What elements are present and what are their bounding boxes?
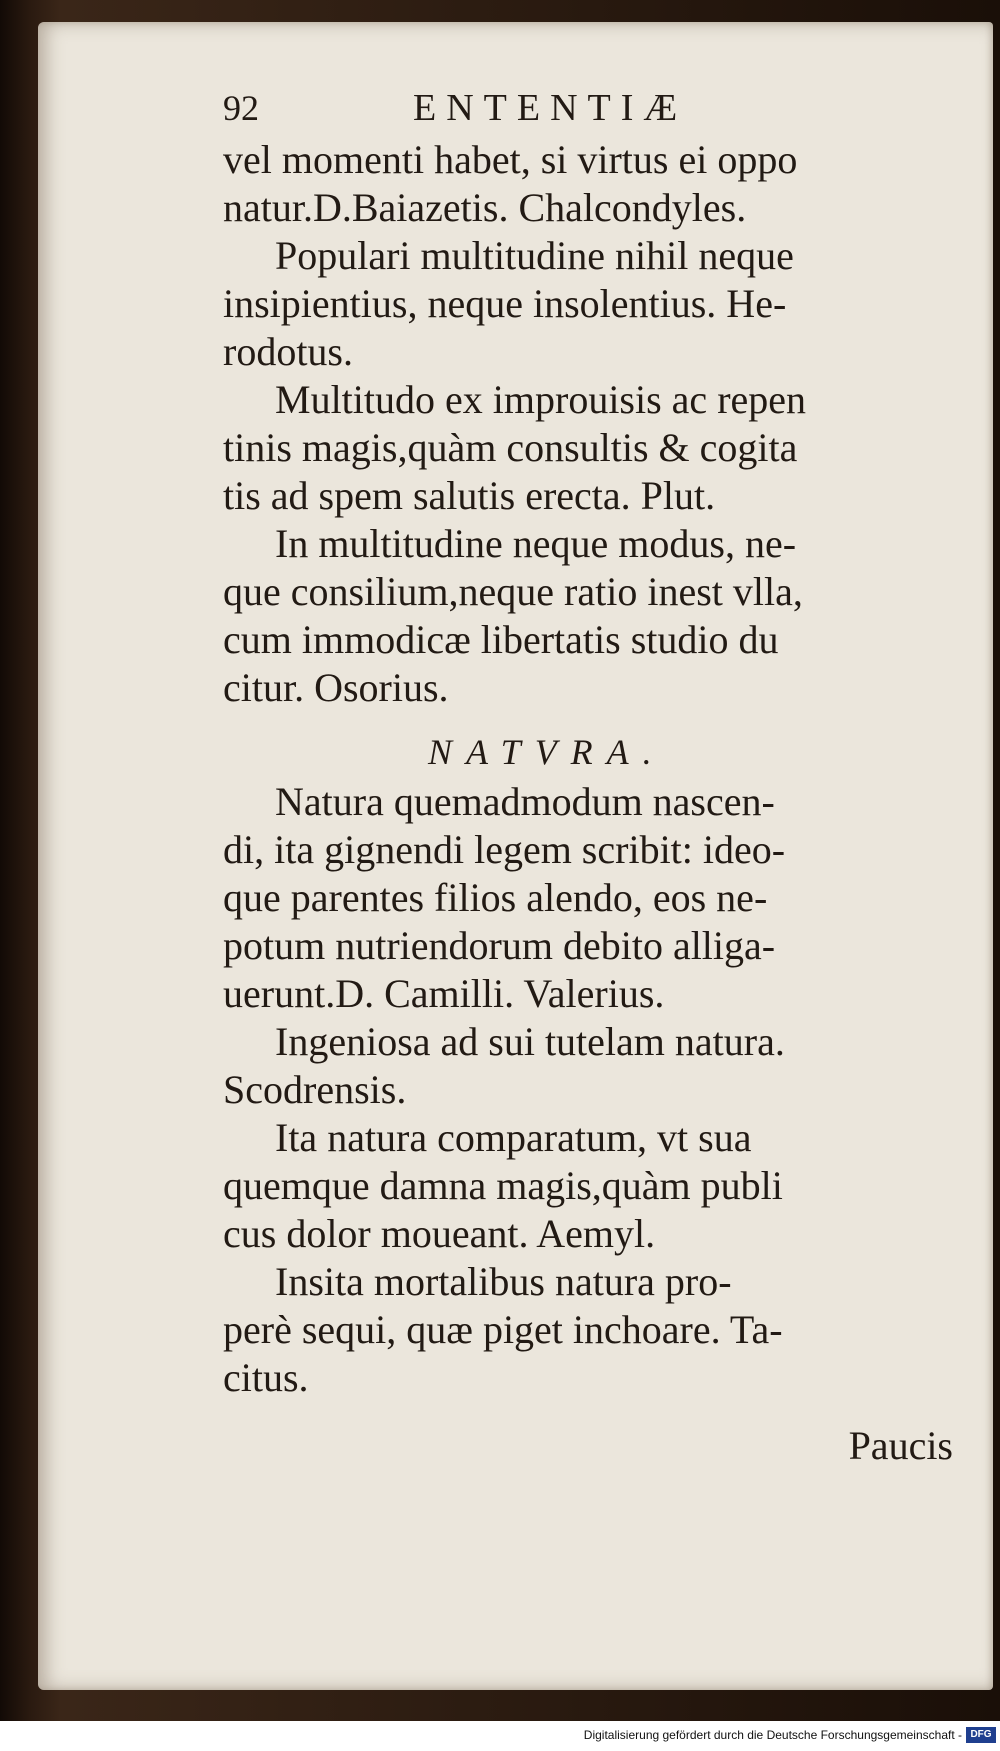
text-line: tinis magis,quàm consultis & cogita	[223, 425, 798, 470]
text-line: Ingeniosa ad sui tutelam natura.	[275, 1019, 785, 1064]
text-line: Multitudo ex improuisis ac repen	[275, 377, 807, 422]
text-line: potum nutriendorum debito alliga-	[223, 923, 776, 968]
text-line: Scodrensis.	[223, 1067, 407, 1112]
text-line: uerunt.D. Camilli. Valerius.	[223, 971, 665, 1016]
catchword: Paucis	[848, 1423, 953, 1468]
text-line: que consilium,neque ratio inest vlla,	[223, 569, 803, 614]
text-line: cus dolor moueant. Aemyl.	[223, 1211, 656, 1256]
text-line: natur.D.Baiazetis. Chalcondyles.	[223, 185, 747, 230]
page-text	[223, 84, 963, 1476]
footer-bar	[0, 1721, 1000, 1751]
text-line: Populari multitudine nihil neque	[275, 233, 794, 278]
text-line: que parentes filios alendo, eos ne-	[223, 875, 768, 920]
text-line: rodotus.	[223, 329, 353, 374]
text-line: citus.	[223, 1355, 309, 1400]
running-head: ENTENTIÆ	[413, 87, 688, 129]
text-line: tis ad spem salutis erecta. Plut.	[223, 473, 716, 518]
text-line: Natura quemadmodum nascen-	[275, 779, 775, 824]
text-line: vel momenti habet, si virtus ei oppo	[223, 137, 798, 182]
section-paragraphs	[223, 778, 963, 1402]
page-number: 92	[223, 88, 259, 128]
book-page	[38, 22, 993, 1690]
text-line: perè sequi, quæ piget inchoare. Ta-	[223, 1307, 783, 1352]
page-header	[223, 84, 963, 136]
digitization-credit: Digitalisierung gefördert durch die Deutsche Forschungsgemeinschaft -	[583, 1728, 962, 1742]
section-heading: NATVRA.	[428, 732, 666, 772]
text-line: di, ita gignendi legem scribit: ideo-	[223, 827, 786, 872]
text-line: Insita mortalibus natura pro-	[275, 1259, 732, 1304]
body-paragraphs	[223, 136, 963, 712]
text-line: In multitudine neque modus, ne-	[275, 521, 797, 566]
dfg-logo: DFG	[966, 1727, 996, 1743]
text-line: quemque damna magis,quàm publi	[223, 1163, 783, 1208]
text-line: insipientius, neque insolentius. He-	[223, 281, 787, 326]
text-line: Ita natura comparatum, vt sua	[275, 1115, 752, 1160]
text-line: citur. Osorius.	[223, 665, 449, 710]
text-line: cum immodicæ libertatis studio du	[223, 617, 779, 662]
